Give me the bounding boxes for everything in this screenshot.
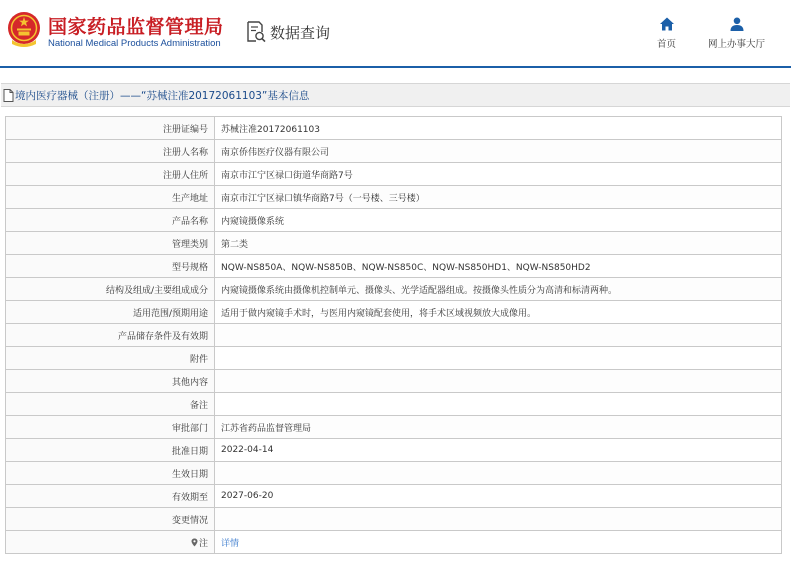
field-label: 批准日期 [6,439,215,462]
table-row [6,255,782,278]
table-row [6,324,782,347]
table-row [6,163,782,186]
document-icon [3,89,14,102]
field-label: 有效期至 [6,485,215,508]
field-label: 生产地址 [6,186,215,209]
field-label: 产品名称 [6,209,215,232]
org-name-en: National Medical Products Administration [48,38,221,49]
table-row [6,416,782,439]
data-query-label: 数据查询 [270,23,331,42]
table-row [6,209,782,232]
field-label: 型号规格 [6,255,215,278]
field-label: 注册人住所 [6,163,215,186]
note-row [6,531,782,554]
field-value [215,370,782,393]
field-label: 产品储存条件及有效期 [6,324,215,347]
table-row [6,393,782,416]
note-value-cell [215,531,782,554]
table-row [6,117,782,140]
field-value: 内窥镜摄像系统 [215,209,782,232]
details-link[interactable]: 详情 [221,538,240,549]
nav-home-link[interactable] [657,16,676,50]
document-search-icon [246,21,266,43]
registration-info-table [5,116,782,554]
table-row [6,439,782,462]
table-row [6,186,782,209]
field-label: 注册证编号 [6,117,215,140]
note-label: 注 [198,538,208,549]
field-label: 生效日期 [6,462,215,485]
page-title: 境内医疗器械（注册）——“苏械注准20172061103”基本信息 [15,89,310,102]
field-label: 注册人名称 [6,140,215,163]
field-value: NQW-NS850A、NQW-NS850B、NQW-NS850C、NQW-NS850HD1、NQW-NS850HD2 [215,255,782,278]
field-label: 其他内容 [6,370,215,393]
field-value: 苏械注准20172061103 [215,117,782,140]
field-label: 附件 [6,347,215,370]
table-row [6,370,782,393]
field-value: 适用于做内窥镜手术时，与医用内窥镜配套使用，将手术区域视频放大成像用。 [215,301,782,324]
field-value: 南京市江宁区禄口街道华商路7号 [215,163,782,186]
note-label-cell [6,531,215,554]
table-row [6,278,782,301]
field-value [215,324,782,347]
location-pin-icon [191,538,198,547]
user-icon [729,16,745,32]
field-value: 南京市江宁区禄口镇华商路7号（一号楼、三号楼） [215,186,782,209]
home-icon [659,16,675,32]
field-value [215,393,782,416]
field-label: 适用范围/预期用途 [6,301,215,324]
org-name-cn: 国家药品监督管理局 [48,16,224,38]
field-label: 结构及组成/主要组成成分 [6,278,215,301]
field-label: 备注 [6,393,215,416]
field-value: 第二类 [215,232,782,255]
nav-online-service-label: 网上办事大厅 [708,39,766,50]
site-header [0,0,791,68]
field-value: 内窥镜摄像系统由摄像机控制单元、摄像头、光学适配器组成。按摄像头性质分为高清和标清两种。 [215,278,782,301]
field-value: 江苏省药品监督管理局 [215,416,782,439]
national-emblem-icon [6,10,42,48]
table-row [6,485,782,508]
table-row [6,140,782,163]
field-value [215,347,782,370]
field-value: 2022-04-14 [215,439,782,462]
field-value [215,462,782,485]
field-label: 审批部门 [6,416,215,439]
table-row [6,301,782,324]
table-row [6,508,782,531]
field-label: 管理类别 [6,232,215,255]
nav-home-label: 首页 [657,39,677,50]
data-query-heading [246,20,330,44]
table-row [6,462,782,485]
table-row [6,232,782,255]
field-value: 南京侨伟医疗仪器有限公司 [215,140,782,163]
field-value [215,508,782,531]
record-title-bar [1,83,790,107]
nav-online-service-link[interactable] [708,16,765,50]
field-value: 2027-06-20 [215,485,782,508]
table-row [6,347,782,370]
field-label: 变更情况 [6,508,215,531]
